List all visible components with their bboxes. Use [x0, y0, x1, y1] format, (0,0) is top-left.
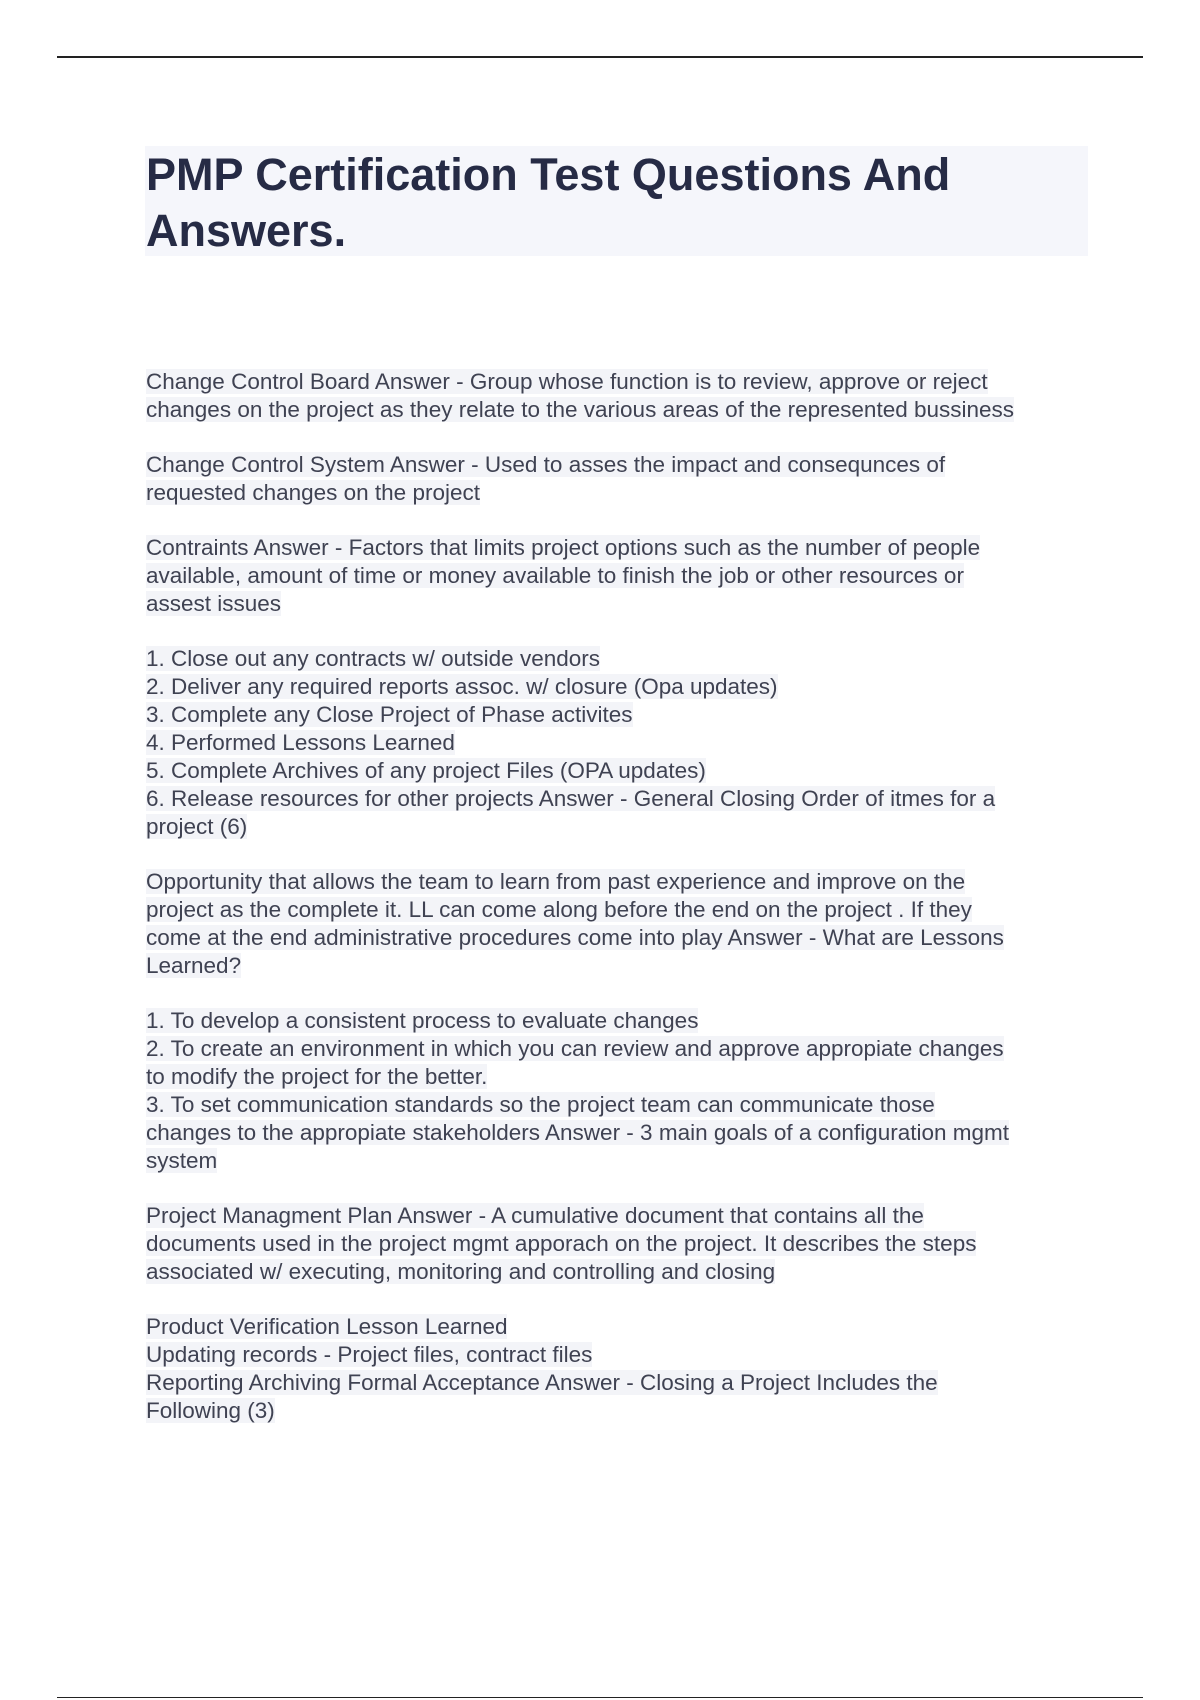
text-line: 5. Complete Archives of any project Files (OPA updates) [146, 758, 706, 783]
qa-block [146, 1007, 1086, 1175]
text-line: Learned? [146, 953, 242, 978]
text-line: Change Control Board Answer - Group whose function is to review, approve or reject [146, 369, 988, 394]
text-line: 3. To set communication standards so the project team can communicate those [146, 1092, 935, 1117]
text-line: 1. To develop a consistent process to evaluate changes [146, 1008, 699, 1033]
text-line: 4. Performed Lessons Learned [146, 730, 455, 755]
title-line: PMP Certification Test Questions And [146, 149, 951, 200]
text-line: system [146, 1148, 218, 1173]
text-line: 3. Complete any Close Project of Phase activites [146, 702, 633, 727]
qa-block [146, 1202, 1086, 1286]
page-title [146, 147, 1076, 259]
text-line: documents used in the project mgmt apporach on the project. It describes the steps [146, 1231, 977, 1256]
qa-block [146, 1313, 1086, 1425]
text-line: Project Managment Plan Answer - A cumulative document that contains all the [146, 1203, 924, 1228]
qa-block [146, 645, 1086, 841]
qa-block [146, 368, 1086, 424]
text-line: project (6) [146, 814, 248, 839]
text-line: 1. Close out any contracts w/ outside vendors [146, 646, 600, 671]
text-line: Contraints Answer - Factors that limits project options such as the number of people [146, 535, 981, 560]
text-line: 2. To create an environment in which you can review and approve appropiate changes [146, 1036, 1004, 1061]
qa-block [146, 534, 1086, 618]
text-line: project as the complete it. LL can come along before the end on the project . If they [146, 897, 972, 922]
text-line: associated w/ executing, monitoring and controlling and closing [146, 1259, 776, 1284]
text-line: to modify the project for the better. [146, 1064, 488, 1089]
qa-block [146, 868, 1086, 980]
document-body [146, 368, 1086, 1452]
text-line: Product Verification Lesson Learned [146, 1314, 508, 1339]
text-line: changes to the appropiate stakeholders Answer - 3 main goals of a configuration mgmt [146, 1120, 1009, 1145]
text-line: Following (3) [146, 1398, 275, 1423]
text-line: 6. Release resources for other projects Answer - General Closing Order of itmes for a [146, 786, 996, 811]
text-line: assest issues [146, 591, 282, 616]
text-line: 2. Deliver any required reports assoc. w/ closure (Opa updates) [146, 674, 778, 699]
title-line: Answers. [146, 205, 347, 256]
text-line: requested changes on the project [146, 480, 480, 505]
text-line: available, amount of time or money available to finish the job or other resources or [146, 563, 964, 588]
footer-rule [57, 1697, 1143, 1698]
text-line: come at the end administrative procedures come into play Answer - What are Lessons [146, 925, 1004, 950]
text-line: Reporting Archiving Formal Acceptance Answer - Closing a Project Includes the [146, 1370, 938, 1395]
text-line: Change Control System Answer - Used to asses the impact and consequnces of [146, 452, 946, 477]
text-line: changes on the project as they relate to the various areas of the represented bussiness [146, 397, 1015, 422]
text-line: Opportunity that allows the team to learn from past experience and improve on the [146, 869, 966, 894]
header-rule [57, 56, 1143, 58]
text-line: Updating records - Project files, contract files [146, 1342, 593, 1367]
qa-block [146, 451, 1086, 507]
